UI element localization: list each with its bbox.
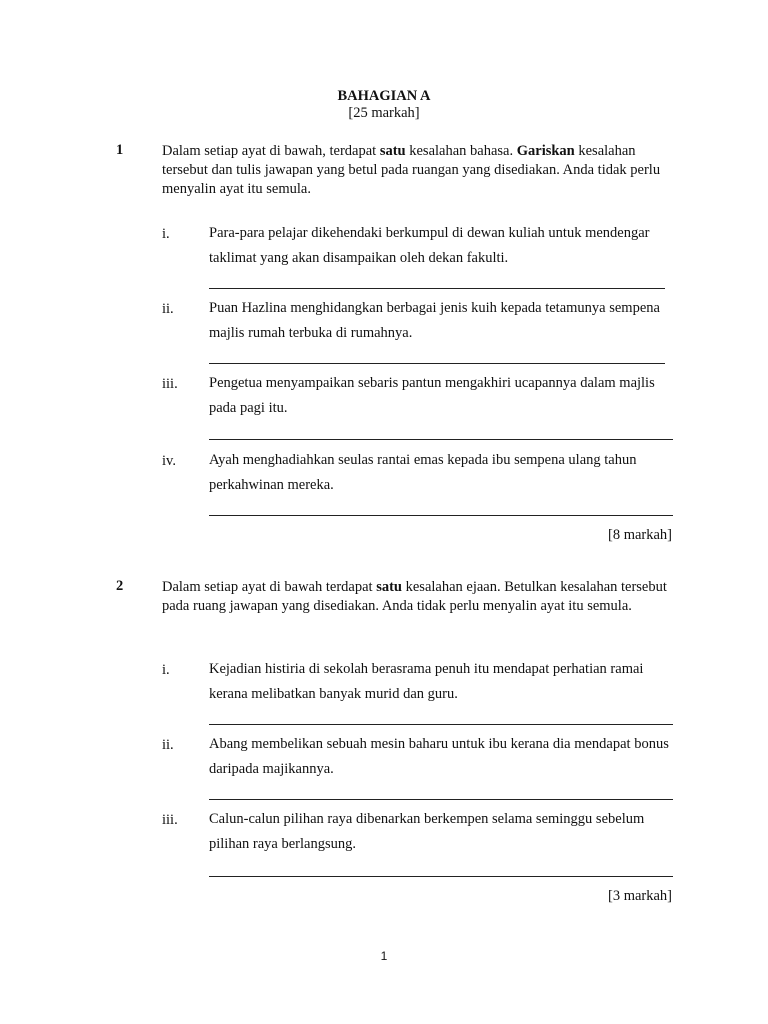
section-title: BAHAGIAN A: [337, 88, 431, 104]
item-numeral: ii.: [162, 301, 174, 317]
section-total-marks: [25 markah]: [348, 105, 420, 121]
instruction-text: kesalahan bahasa.: [405, 143, 517, 159]
instruction-text: Dalam setiap ayat di bawah, terdapat: [162, 143, 380, 159]
item-numeral: iv.: [162, 453, 176, 469]
question-number: 1: [116, 142, 124, 158]
page-number: 1: [380, 949, 388, 963]
instruction-text: kesalahan tersebut dan tulis jawapan yang betul pada ruangan yang disediakan. Anda tidak perlu menyalin ayat itu semula.: [162, 143, 661, 197]
item-sentence: Ayah menghadiahkan seulas rantai emas kepada ibu sempena ulang tahun perkahwinan mereka.: [209, 452, 637, 493]
item-numeral: i.: [162, 226, 170, 242]
section-header: [0, 88, 768, 122]
item-sentence: Abang membelikan sebuah mesin baharu untuk ibu kerana dia mendapat bonus daripada majikannya.: [209, 736, 669, 777]
instruction-text: kesalahan ejaan. Betulkan kesalahan tersebut pada ruang jawapan yang disediakan. Anda tidak perlu menyalin ayat itu semula.: [162, 579, 667, 614]
item-sentence: Para-para pelajar dikehendaki berkumpul di dewan kuliah untuk mendengar taklimat yang akan disampaikan oleh dekan fakulti.: [209, 225, 650, 266]
item-sentence: Puan Hazlina menghidangkan berbagai jenis kuih kepada tetamunya sempena majlis rumah terbuka di rumahnya.: [209, 300, 660, 341]
instruction-emphasis: satu: [376, 579, 402, 595]
item-sentence: Kejadian histiria di sekolah berasrama penuh itu mendapat perhatian ramai kerana melibatkan banyak murid dan guru.: [209, 661, 644, 702]
answer-line[interactable]: [209, 439, 673, 440]
instruction-emphasis: Gariskan: [516, 143, 575, 159]
item-sentence: Pengetua menyampaikan sebaris pantun mengakhiri ucapannya dalam majlis pada pagi itu.: [209, 375, 655, 416]
question-instruction: [162, 142, 682, 199]
instruction-text: Dalam setiap ayat di bawah terdapat: [162, 579, 377, 595]
answer-line[interactable]: [209, 363, 665, 364]
question-marks: [8 markah]: [607, 527, 672, 543]
item-numeral: ii.: [162, 737, 174, 753]
item-numeral: i.: [162, 662, 170, 678]
answer-line[interactable]: [209, 799, 673, 800]
item-sentence: Calun-calun pilihan raya dibenarkan berkempen selama seminggu sebelum pilihan raya berlangsung.: [209, 811, 645, 852]
item-numeral: iii.: [162, 812, 178, 828]
answer-line[interactable]: [209, 876, 673, 877]
instruction-emphasis: satu: [379, 143, 406, 159]
answer-line[interactable]: [209, 515, 673, 516]
question-instruction: [162, 578, 682, 616]
answer-line[interactable]: [209, 288, 665, 289]
question-marks: [3 markah]: [607, 888, 672, 904]
question-number: 2: [116, 578, 124, 594]
answer-line[interactable]: [209, 724, 673, 725]
item-numeral: iii.: [162, 376, 178, 392]
